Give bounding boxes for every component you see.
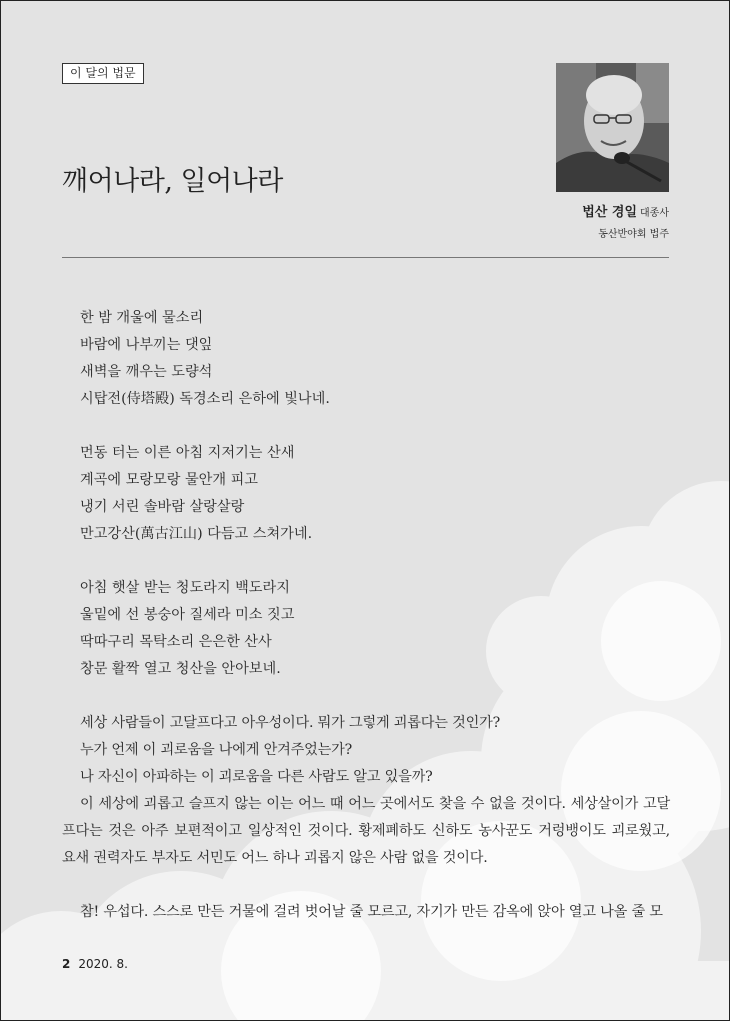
- poem-stanza: [62, 575, 670, 683]
- body-paragraph-continued: 참! 우섭다. 스스로 만든 거물에 걸려 벗어날 줄 모르고, 자기가 만든 감옥에 앉아 열고 나올 줄 모: [80, 904, 663, 920]
- body-paragraph: 이 세상에 괴롭고 슬프지 않는 이는 어느 때 어느 곳에서도 찾을 수 없을 것이다. 세상살이가 고달프다는 것은 아주 보편적이고 일상적인 것이다. 황제폐하도 신하도 농사꾼도 거렁뱅이도 괴로웠고, 요새 권력자도 부자도 서민도 어느 하나 괴롭지 않은 사람 없을 것이다.: [62, 796, 670, 866]
- poem-line: 냉기 서린 솔바람 살랑살랑: [80, 499, 245, 515]
- poem-line: 새벽을 깨우는 도량석: [80, 364, 213, 380]
- poem-line: 시탑전(侍塔殿) 독경소리 은하에 빛나네.: [80, 391, 330, 407]
- poem-line: 울밑에 선 봉숭아 질세라 미소 짓고: [80, 607, 295, 623]
- author-name: 법산 경일: [582, 205, 638, 220]
- poem-line: 한 밤 개울에 물소리: [80, 310, 204, 326]
- page-footer: [62, 957, 128, 971]
- author-info: [541, 201, 669, 240]
- prose-line: 나 자신이 아파하는 이 괴로움을 다른 사람도 알고 있을까?: [80, 769, 433, 785]
- author-title: 대종사: [640, 208, 669, 219]
- poem-stanza: [62, 305, 670, 413]
- poem-line: 바람에 나부끼는 댓잎: [80, 337, 213, 353]
- poem-line: 창문 활짝 열고 청산을 안아보네.: [80, 661, 281, 677]
- poem-line: 아침 햇살 받는 청도라지 백도라지: [80, 580, 290, 596]
- poem-stanza: [62, 440, 670, 548]
- prose-line: 세상 사람들이 고달프다고 아우성이다. 뭐가 그렇게 괴롭다는 것인가?: [80, 715, 501, 731]
- section-tag: 이 달의 법문: [62, 63, 144, 84]
- prose-line: 누가 언제 이 괴로움을 나에게 안겨주었는가?: [80, 742, 353, 758]
- poem-line: 먼동 터는 이른 아침 지저기는 산새: [80, 445, 295, 461]
- page-number: 2: [62, 957, 71, 971]
- poem-line: 계곡에 모랑모랑 물안개 피고: [80, 472, 258, 488]
- poem-line: 딱따구리 목탁소리 은은한 산사: [80, 634, 272, 650]
- title-divider: [62, 257, 669, 258]
- poem-line: 만고강산(萬古江山) 다듬고 스쳐가네.: [80, 526, 313, 542]
- author-photo: [556, 63, 669, 192]
- article-title: 깨어나라, 일어나라: [62, 166, 283, 197]
- prose-section: [62, 710, 670, 926]
- article-body: [62, 305, 670, 926]
- issue-date: 2020. 8.: [78, 957, 128, 971]
- author-position: 동산반야회 법주: [598, 229, 669, 240]
